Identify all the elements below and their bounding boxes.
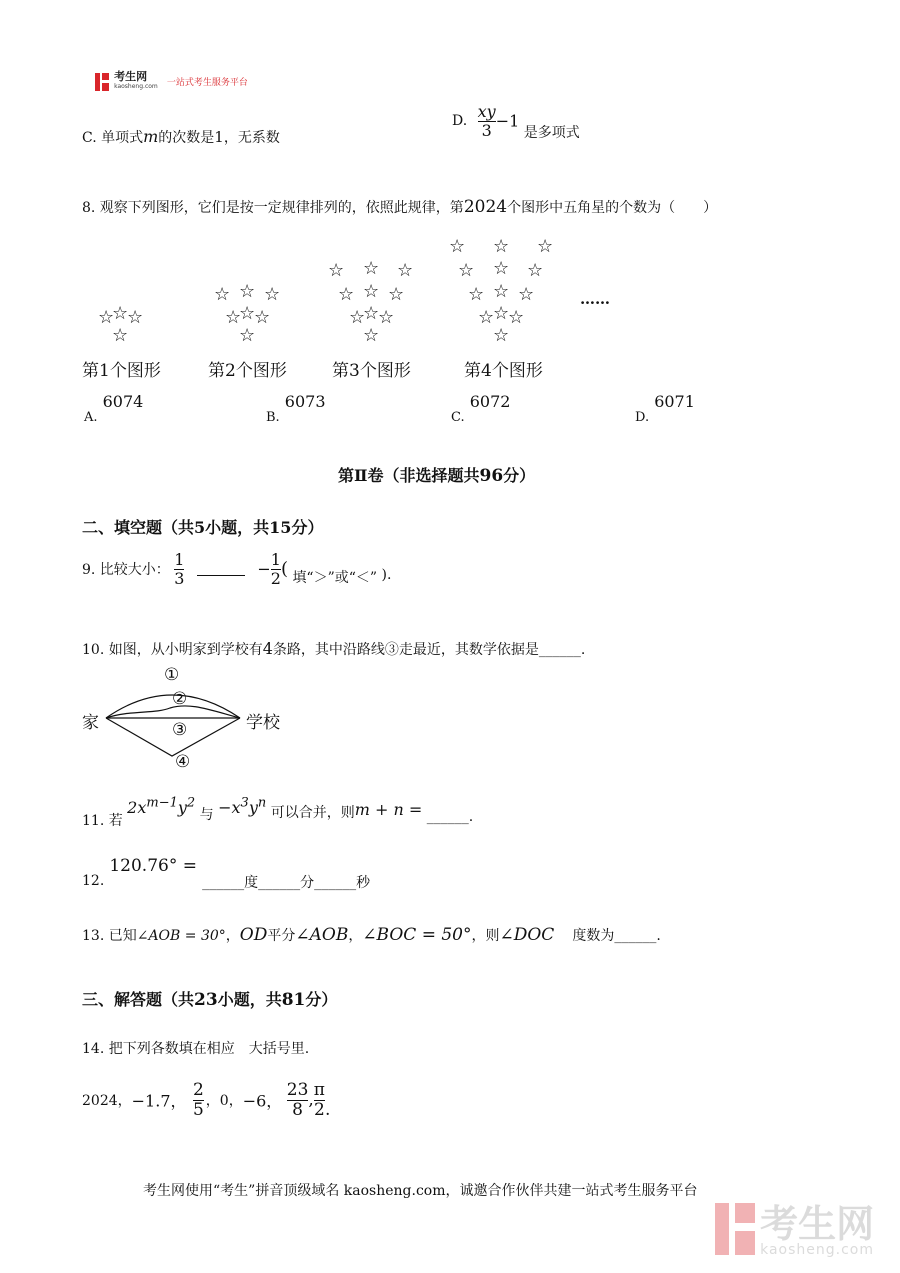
heading-num: 15 [269, 518, 292, 537]
label-school: 学校 [246, 713, 280, 733]
denominator: 2 [270, 568, 281, 588]
answer-blank[interactable]: ______ [314, 875, 357, 891]
number-item: 2024， [82, 1093, 132, 1110]
section3-heading [82, 987, 337, 1010]
math-base: y [177, 798, 187, 818]
star-icon: ☆ [478, 307, 495, 328]
star-icon: ☆ [239, 325, 256, 346]
math-var: m [143, 127, 159, 146]
option-text: 的次数是 [158, 130, 215, 146]
star-icon: ☆ [468, 284, 485, 305]
star-icon: ☆ [225, 307, 242, 328]
q14-question: 14. 把下列各数填在相应 大括号里. [82, 1041, 310, 1057]
math-var: OD [239, 925, 268, 945]
q11-question [82, 796, 474, 830]
option-value: 6071 [654, 392, 695, 411]
math-expr: ∠AOB [295, 925, 349, 945]
punct: ， [348, 928, 363, 944]
route-label-1: ① [164, 665, 180, 685]
fraction [314, 1081, 325, 1119]
option-text: 单项式 [101, 130, 144, 146]
star-icon: ☆ [363, 258, 380, 279]
heading-text: 三、解答题（共 [82, 990, 195, 1009]
figure-caption: 第3个图形 [332, 361, 411, 381]
watermark-sub: kaosheng.com [760, 1242, 874, 1258]
math-term: −1 [495, 111, 520, 131]
punct: ， [225, 928, 240, 944]
star-icon: ☆ [397, 260, 414, 281]
star-icon: ☆ [239, 303, 256, 324]
q8-option-b [266, 392, 326, 425]
answer-blank[interactable]: ______ [202, 875, 245, 891]
figure-ellipsis: …… [580, 290, 610, 308]
star-icon: ☆ [328, 260, 345, 281]
star-icon: ☆ [264, 284, 281, 305]
numerator: 2 [192, 1080, 204, 1100]
star-icon: ☆ [214, 284, 231, 305]
figure-caption: 第1个图形 [82, 361, 161, 381]
denominator: 2 [313, 1099, 325, 1120]
q12-question [82, 856, 371, 891]
heading-text: 分） [305, 990, 338, 1009]
route-label-2: ② [172, 689, 188, 709]
q8-option-c [451, 392, 511, 425]
math-num: 4 [262, 639, 273, 658]
option-label: C. [82, 130, 97, 146]
section2-heading [82, 515, 323, 538]
q8-option-d [635, 392, 695, 425]
star-icon: ☆ [518, 284, 535, 305]
logo-text: 考生网 [114, 69, 148, 83]
denominator: 5 [192, 1099, 204, 1120]
paren: ). [381, 567, 392, 584]
numerator: π [313, 1080, 325, 1100]
denominator: 3 [481, 120, 492, 140]
question-text: 条路，其中沿路线③走最近，其数学依据是______. [272, 642, 586, 658]
heading-text: 小题，共 [205, 518, 270, 537]
star-icon: ☆ [493, 258, 510, 279]
q7-option-c [82, 127, 280, 147]
header-slogan: 一站式考生服务平台 [166, 78, 248, 88]
star-icon: ☆ [254, 307, 271, 328]
math-base: −x [218, 798, 241, 818]
option-value: 6074 [102, 392, 144, 411]
star-icon: ☆ [449, 236, 466, 257]
unit-text: 度 [244, 875, 259, 891]
star-icon: ☆ [239, 281, 256, 302]
route-label-4: ④ [175, 752, 191, 772]
header-logo [95, 71, 248, 93]
math-sign: − [257, 559, 271, 579]
numerator: 1 [270, 550, 281, 569]
question-text: 度数为______. [572, 928, 661, 944]
unit-text: 秒 [356, 875, 371, 891]
heading-text: 小题，共 [217, 990, 282, 1009]
q8-option-a [84, 392, 144, 425]
numerator: 23 [286, 1080, 309, 1100]
math-expr: m + n = [354, 800, 423, 820]
numerator: xy [477, 102, 496, 121]
option-text: ，无系数 [223, 130, 280, 146]
heading-text: 二、填空题（共 [82, 518, 195, 537]
punct: , [308, 1090, 314, 1111]
watermark-text: 考生网 [760, 1202, 875, 1246]
paren: ( [280, 558, 288, 580]
star-icon: ☆ [112, 325, 129, 346]
option-text: 是多项式 [523, 125, 580, 142]
numerator: 1 [174, 550, 185, 569]
q13-question [82, 925, 661, 945]
q10-question [82, 639, 585, 659]
fraction [271, 551, 281, 587]
denominator: 8 [292, 1099, 303, 1120]
question-text: 与 [199, 807, 214, 824]
answer-blank[interactable]: ______ [258, 875, 301, 891]
math-expr: ∠BOC = 50° [362, 925, 472, 945]
question-text: ，则 [471, 928, 500, 944]
option-label: D. [452, 113, 468, 130]
star-icon: ☆ [508, 307, 525, 328]
question-text: 个图形中五角星的个数为（ ） [507, 200, 718, 216]
title-text: 分） [503, 466, 536, 485]
punct: . [324, 1100, 331, 1121]
fraction [174, 551, 184, 587]
heading-text: 分） [291, 518, 324, 537]
math-exp: m−1 [146, 796, 178, 811]
star-icon: ☆ [349, 307, 366, 328]
number-item: −1.7， [131, 1091, 187, 1111]
star-icon: ☆ [363, 281, 380, 302]
question-text: 填“＞”或“＜” [292, 570, 378, 587]
star-icon: ☆ [493, 281, 510, 302]
q8-question [82, 197, 717, 217]
footer-text: 考生网使用“考生”拼音顶级域名 kaosheng.com，诚邀合作伙伴共建一站式考生服务平台 [143, 1183, 698, 1199]
math-exp: 3 [240, 796, 249, 811]
title-text: 第Ⅱ卷（非选择题共 [338, 466, 480, 485]
figure-caption: 第2个图形 [208, 361, 287, 381]
question-text: 12. [82, 873, 105, 889]
part2-title [338, 463, 535, 486]
figure-caption: 第4个图形 [464, 361, 543, 381]
option-label: A. [84, 410, 98, 425]
math-num: 1 [214, 128, 224, 146]
fraction [478, 103, 496, 139]
route-label-3: ③ [172, 720, 188, 740]
option-label: D. [635, 410, 650, 425]
star-icon: ☆ [98, 307, 115, 328]
label-home: 家 [82, 713, 99, 733]
math-expr: ∠AOB = 30° [136, 928, 226, 944]
question-text: 11. 若 [82, 813, 123, 830]
math-term [218, 798, 266, 817]
fraction [193, 1081, 204, 1119]
question-text: 13. 已知 [82, 928, 137, 944]
logo-sub: kaosheng.com [114, 82, 158, 90]
star-icon: ☆ [388, 284, 405, 305]
option-value: 6072 [469, 392, 511, 411]
number-item: −6， [242, 1091, 283, 1111]
denominator: 3 [174, 568, 185, 588]
watermark-icon [715, 1203, 755, 1259]
option-label: C. [451, 410, 465, 425]
math-term [127, 798, 195, 817]
heading-num: 23 [194, 990, 218, 1010]
star-icon: ☆ [493, 303, 510, 324]
star-icon: ☆ [537, 236, 554, 257]
star-icon: ☆ [527, 260, 544, 281]
q14-numbers [82, 1081, 330, 1119]
q9-question [82, 551, 391, 587]
unit-text: 分 [300, 875, 315, 891]
math-num: 2024 [463, 197, 508, 217]
question-text: 平分 [267, 928, 296, 944]
math-exp: 2 [186, 796, 196, 811]
star-icon: ☆ [363, 325, 380, 346]
heading-num: 5 [194, 518, 206, 537]
fraction [287, 1081, 309, 1119]
star-icon: ☆ [378, 307, 395, 328]
star-icon: ☆ [493, 236, 510, 257]
math-expr: ∠DOC [499, 925, 555, 945]
option-label: B. [266, 410, 280, 425]
q7-option-d [452, 102, 580, 142]
star-icon: ☆ [112, 303, 129, 324]
answer-blank[interactable] [197, 563, 245, 576]
star-icon: ☆ [338, 284, 355, 305]
question-text: 可以合并，则 [270, 805, 355, 822]
number-item: ，0， [205, 1093, 243, 1110]
answer-line [202, 875, 370, 891]
option-value: 6073 [284, 392, 326, 411]
watermark-logo [715, 1203, 874, 1259]
star-icon: ☆ [127, 307, 144, 328]
title-num: 96 [479, 466, 504, 486]
star-icon: ☆ [493, 325, 510, 346]
math-expr: 120.76° = [109, 856, 197, 876]
heading-num: 81 [281, 990, 306, 1010]
star-icon: ☆ [363, 303, 380, 324]
star-icon: ☆ [458, 260, 475, 281]
question-text: 9. 比较大小： [82, 562, 170, 579]
answer-blank[interactable]: ______. [426, 809, 474, 826]
question-text: 10. 如图，从小明家到学校有 [82, 642, 263, 658]
math-exp: n [257, 796, 267, 811]
question-text: 8. 观察下列图形，它们是按一定规律排列的，依照此规律，第 [82, 200, 464, 216]
math-base: 2x [127, 798, 147, 818]
logo-icon [95, 73, 109, 91]
math-base: y [248, 798, 258, 818]
